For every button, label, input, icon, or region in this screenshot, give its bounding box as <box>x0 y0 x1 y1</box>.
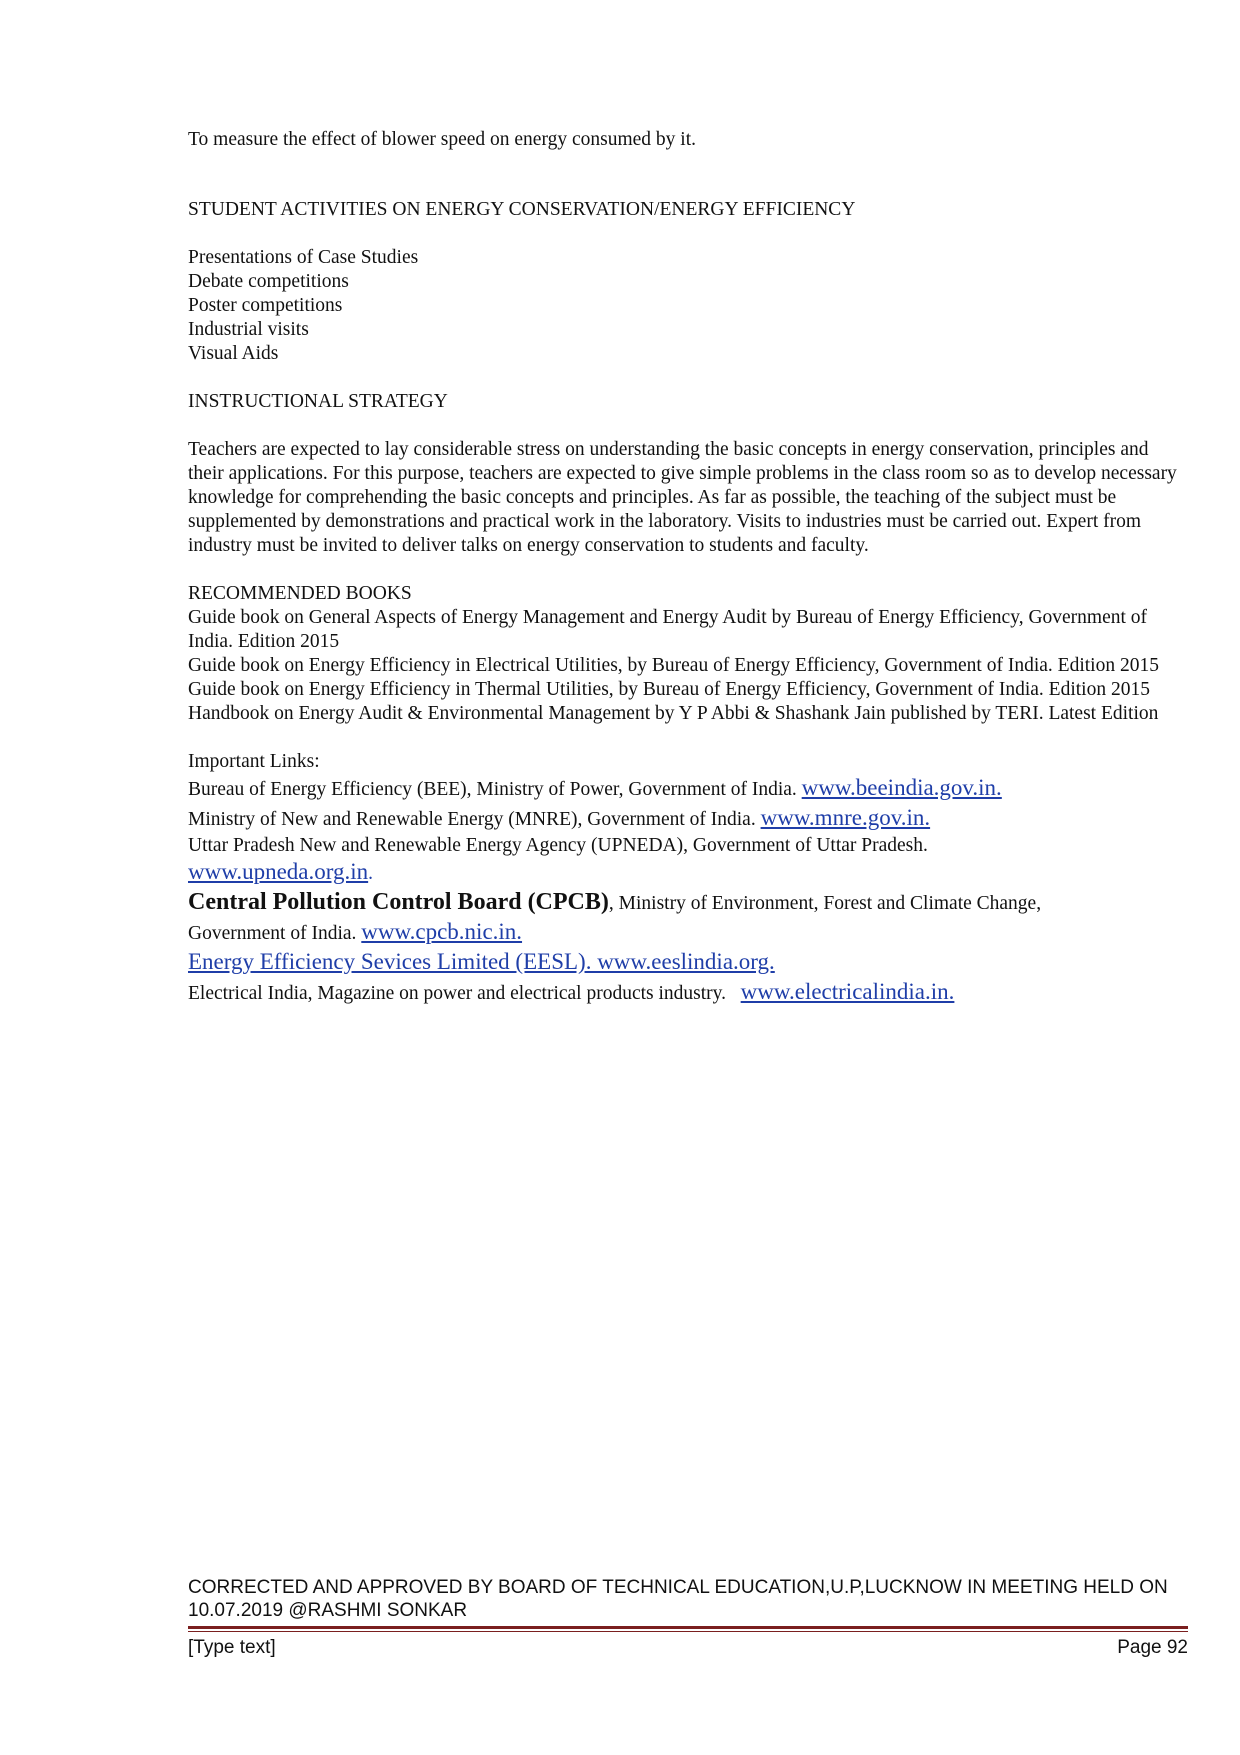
page-number: Page 92 <box>1117 1637 1188 1658</box>
instructional-strategy-text: Teachers are expected to lay considerable stress on understanding the basic concepts in energy conservation, principles and their applications. For this purpose, teachers are expected to give simple problems in the class room so as to develop necessary knowledge for comprehending the basic concepts and principles. As far as possible, the teaching of the subject must be supplemented by demonstrations and practical work in the laboratory. Visits to industries must be carried out. Expert from industry must be invited to deliver talks on energy conservation to students and faculty. <box>188 439 1177 556</box>
important-links-heading: Important Links: <box>188 751 320 772</box>
approval-note: CORRECTED AND APPROVED BY BOARD OF TECHNICAL EDUCATION,U.P,LUCKNOW IN MEETING HELD ON 10.07.2019 @RASHMI SONKAR <box>188 1577 1168 1621</box>
footer-divider <box>188 1626 1188 1629</box>
cpcb-name: Central Pollution Control Board (CPCB) <box>188 889 609 915</box>
important-links <box>188 750 1188 1008</box>
link-row-mnre <box>188 804 1188 834</box>
electrical-india-description: Electrical India, Magazine on power and electrical products industry. <box>188 983 741 1004</box>
mnre-link[interactable]: www.mnre.gov.in. <box>760 805 931 830</box>
upneda-link[interactable]: www.upneda.org.in <box>188 859 369 884</box>
electrical-india-link[interactable]: www.electricalindia.in. <box>740 979 955 1004</box>
recommended-books-list <box>188 606 1188 726</box>
list-item: Guide book on Energy Efficiency in Electrical Utilities, by Bureau of Energy Efficiency, Government of India. Edition 2015 <box>188 655 1159 676</box>
student-activities-heading: STUDENT ACTIVITIES ON ENERGY CONSERVATION/ENERGY EFFICIENCY <box>188 199 856 220</box>
list-item: Handbook on Energy Audit & Environmental Management by Y P Abbi & Shashank Jain published by TERI. Latest Edition <box>188 703 1159 724</box>
footer-left-text: [Type text] <box>188 1637 276 1658</box>
bee-description: Bureau of Energy Efficiency (BEE), Ministry of Power, Government of India. <box>188 779 802 800</box>
footer-divider-thin <box>188 1631 1188 1632</box>
link-row-bee <box>188 774 1188 804</box>
upneda-description: Uttar Pradesh New and Renewable Energy Agency (UPNEDA), Government of Uttar Pradesh. <box>188 835 928 856</box>
footer-bar <box>188 1636 1188 1660</box>
list-item: Presentations of Case Studies <box>188 247 419 268</box>
upneda-suffix: . <box>368 863 374 884</box>
page-content <box>188 128 1188 1008</box>
eesl-link[interactable]: Energy Efficiency Sevices Limited (EESL). www.eeslindia.org. <box>188 949 775 974</box>
link-row-upneda-url <box>188 858 1188 888</box>
instructional-strategy-heading: INSTRUCTIONAL STRATEGY <box>188 391 448 412</box>
link-row-cpcb-2 <box>188 918 1188 948</box>
list-item: Visual Aids <box>188 343 279 364</box>
cpcb-description: , Ministry of Environment, Forest and Climate Change, <box>608 893 1042 914</box>
list-item: Industrial visits <box>188 319 309 340</box>
intro-text: To measure the effect of blower speed on energy consumed by it. <box>188 129 696 150</box>
link-row-cpcb <box>188 888 1188 918</box>
link-row-electrical-india <box>188 978 1188 1008</box>
list-item: Poster competitions <box>188 295 343 316</box>
link-row-upneda <box>188 834 1188 858</box>
cpcb-description-2: Government of India. <box>188 923 362 944</box>
list-item: Guide book on Energy Efficiency in Thermal Utilities, by Bureau of Energy Efficiency, Government of India. Edition 2015 <box>188 679 1150 700</box>
cpcb-link[interactable]: www.cpcb.nic.in. <box>361 919 523 944</box>
bee-link[interactable]: www.beeindia.gov.in. <box>801 775 1002 800</box>
list-item: Guide book on General Aspects of Energy Management and Energy Audit by Bureau of Energy Efficiency, Government of India. Edition 2015 <box>188 607 1148 652</box>
recommended-books-heading: RECOMMENDED BOOKS <box>188 583 412 604</box>
page-footer <box>188 1576 1188 1660</box>
list-item: Debate competitions <box>188 271 349 292</box>
mnre-description: Ministry of New and Renewable Energy (MNRE), Government of India. <box>188 809 761 830</box>
link-row-eesl <box>188 948 1188 978</box>
student-activities-list <box>188 246 1188 366</box>
